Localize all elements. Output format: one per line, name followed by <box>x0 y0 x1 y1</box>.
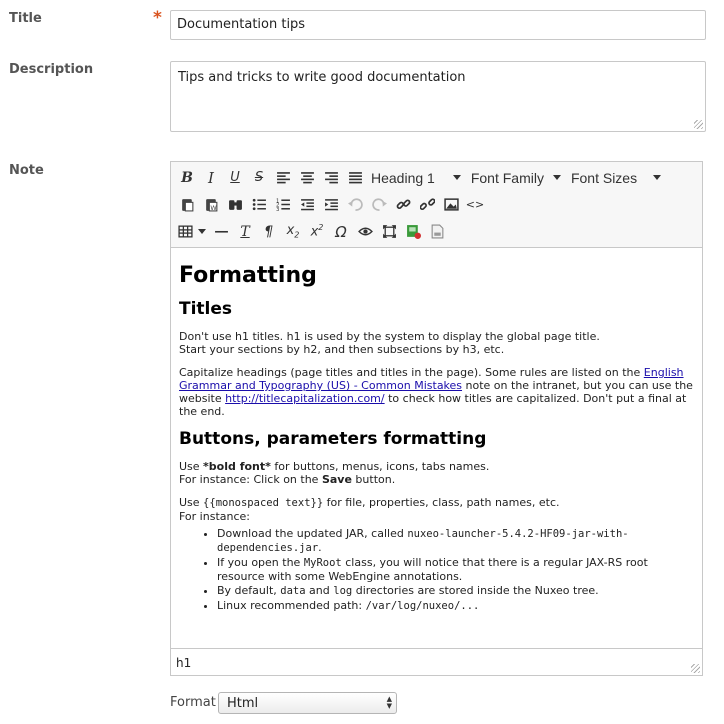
underline-icon[interactable]: U <box>230 170 240 185</box>
paragraph-text: For instance: Click on the <box>179 473 322 486</box>
subscript-icon[interactable]: $x_2$ <box>286 223 300 240</box>
svg-text:2: 2 <box>275 202 279 209</box>
title-input[interactable]: Documentation tips <box>170 10 706 40</box>
code-text: {{monospaced text}} <box>203 497 324 509</box>
align-right-icon[interactable] <box>319 166 343 190</box>
insert-image-icon[interactable] <box>401 220 425 244</box>
heading-dropdown-label: Heading 1 <box>371 169 435 186</box>
editor-statusbar <box>171 648 702 675</box>
superscript-icon[interactable]: $x^2$ <box>310 223 324 240</box>
chevron-down-icon[interactable] <box>195 220 209 244</box>
bullet-list-icon[interactable] <box>247 193 271 217</box>
paste-word-icon[interactable] <box>199 193 223 217</box>
rich-text-editor <box>170 161 703 676</box>
chevron-down-icon <box>653 175 661 180</box>
chevron-down-icon <box>453 175 461 180</box>
svg-text:3: 3 <box>275 206 279 212</box>
svg-text:1: 1 <box>275 198 279 205</box>
bold-icon[interactable]: B <box>181 169 193 186</box>
editor-content[interactable] <box>171 248 702 648</box>
undo-icon[interactable] <box>343 193 367 217</box>
font-sizes-dropdown-label: Font Sizes <box>570 169 638 186</box>
content-paragraph <box>179 460 694 486</box>
insert-file-icon[interactable] <box>425 220 449 244</box>
code-icon[interactable]: <> <box>465 198 485 211</box>
svg-text:W: W <box>209 203 217 212</box>
font-family-dropdown[interactable] <box>467 166 567 190</box>
link-icon[interactable] <box>391 193 415 217</box>
list-item: • Linux recommended path: /var/log/nuxeo/... <box>217 599 694 613</box>
bold-text: Save <box>321 473 352 486</box>
description-text: Tips and tricks to write good documentation <box>178 70 466 85</box>
format-select[interactable] <box>218 692 397 714</box>
editor-toolbar <box>171 162 702 248</box>
content-list <box>217 527 694 613</box>
align-justify-icon[interactable] <box>343 166 367 190</box>
redo-icon[interactable] <box>367 193 391 217</box>
outdent-icon[interactable] <box>295 193 319 217</box>
fullscreen-icon[interactable] <box>377 220 401 244</box>
font-sizes-dropdown[interactable] <box>567 166 667 190</box>
content-paragraph <box>179 330 694 356</box>
note-label: Note <box>9 163 44 178</box>
content-paragraph <box>179 496 694 523</box>
align-left-icon[interactable] <box>271 166 295 190</box>
content-heading-buttons: Buttons, parameters formatting <box>179 429 487 449</box>
indent-icon[interactable] <box>319 193 343 217</box>
format-selected-value: Html <box>227 696 259 711</box>
clear-formatting-icon[interactable]: T <box>240 223 250 240</box>
element-path[interactable]: h1 <box>176 656 192 670</box>
bold-text: *bold font* <box>203 460 271 473</box>
paragraph-text: For instance: <box>179 510 250 523</box>
paragraph-text: for buttons, menus, icons, tabs names. <box>270 460 490 473</box>
pilcrow-icon[interactable]: ¶ <box>264 223 274 240</box>
paragraph-text: Capitalize headings (page titles and titles in the page). Some rules are listed on the <box>179 366 644 379</box>
paragraph-text: Use <box>179 496 204 509</box>
find-icon[interactable] <box>223 193 247 217</box>
paragraph-text: Use <box>179 460 204 473</box>
chevron-down-icon <box>553 175 561 180</box>
toolbar-row-1 <box>175 164 698 191</box>
image-icon[interactable] <box>439 193 463 217</box>
list-item: • Download the updated JAR, called nuxeo-launcher-5.4.2-HF09-jar-with-dependencies.jar. <box>217 527 694 555</box>
titlecapitalization-link[interactable]: http://titlecapitalization.com/ <box>225 392 385 405</box>
title-label: Title <box>9 11 42 26</box>
grammar-typography-link[interactable]: English Grammar and Typography (US) - Common Mistakes <box>179 366 684 392</box>
paragraph-text: to check how titles are capitalized. Don't put a final at the end. <box>179 392 687 418</box>
align-center-icon[interactable] <box>295 166 319 190</box>
numbered-list-icon[interactable] <box>271 193 295 217</box>
toolbar-row-3 <box>175 218 698 245</box>
paragraph-text: note on the intranet, but you can use the website <box>179 379 693 405</box>
paste-text-icon[interactable] <box>175 193 199 217</box>
resize-grip-icon[interactable] <box>691 664 700 673</box>
format-label: Format <box>170 695 216 710</box>
horizontal-rule-icon[interactable] <box>209 220 233 244</box>
strikethrough-icon[interactable]: S <box>254 170 264 185</box>
font-family-dropdown-label: Font Family <box>470 169 544 186</box>
table-icon[interactable] <box>175 220 195 244</box>
resize-grip-icon[interactable] <box>694 120 703 129</box>
required-marker: * <box>153 8 162 28</box>
omega-icon[interactable]: Ω <box>335 222 347 241</box>
toolbar-row-2 <box>175 191 698 218</box>
list-item: • By default, data and log directories are stored inside the Nuxeo tree. <box>217 584 694 598</box>
content-heading-formatting: Formatting <box>179 263 317 288</box>
content-paragraph <box>179 366 694 418</box>
paragraph-text: Don't use h1 titles. h1 is used by the system to display the global page title. <box>179 330 600 343</box>
italic-icon[interactable]: I <box>208 168 214 187</box>
heading-dropdown[interactable] <box>367 166 467 190</box>
paragraph-text: Start your sections by h2, and then subsections by h3, etc. <box>179 343 505 356</box>
preview-icon[interactable] <box>353 220 377 244</box>
description-textarea[interactable] <box>170 61 706 132</box>
paragraph-text: for file, properties, class, path names, etc. <box>323 496 560 509</box>
description-label: Description <box>9 62 94 77</box>
list-item: • If you open the MyRoot class, you will notice that there is a regular JAX-RS root resource with some WebEngine annotations. <box>217 556 694 583</box>
select-arrows-icon: ▲ ▼ <box>386 695 392 710</box>
unlink-icon[interactable] <box>415 193 439 217</box>
paragraph-text: button. <box>351 473 396 486</box>
content-heading-titles: Titles <box>179 299 233 319</box>
